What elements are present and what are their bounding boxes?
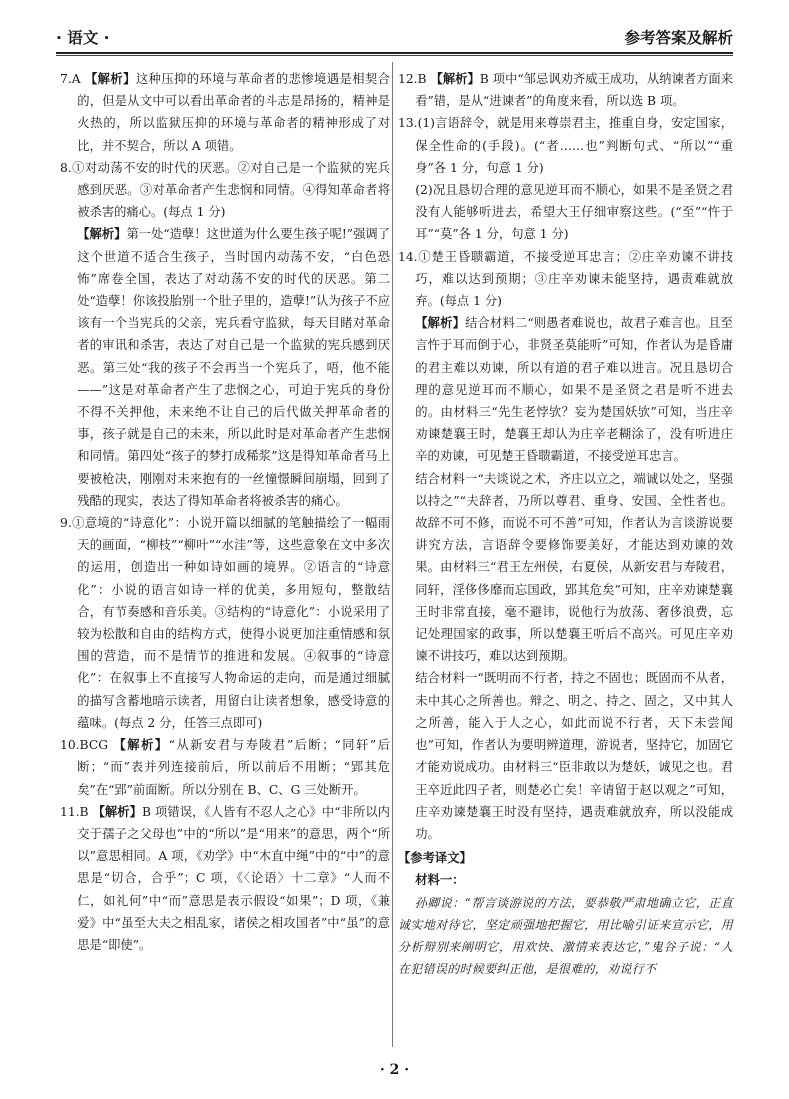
answer-10: 10.BCG 【解析】“从新安君与寿陵君”后断；“同轩”后断；“而”表并列连接前后，所以前后不用断；“郢其危矣”在“郢”前面断。所以分别在 B、C、G 三处断开。 <box>60 738 390 797</box>
answer-14: 14.①楚王昏聩霸道，不接受逆耳忠言；②庄辛劝谏不讲技巧，难以达到预期；③庄辛劝谏未能坚持，遇责难就放弃。(每点 1 分) <box>398 249 733 309</box>
answer-7: 7.A 【解析】这种压抑的环境与革命者的悲惨境遇是相契合的，但是从文中可以看出革命者的斗志是昂扬的，精神是火热的，所以监狱压抑的环境与革命者的精神形成了对比，并不契合，所以 A 项错。 <box>60 72 390 153</box>
header-title: 参考答案及解析 <box>624 29 733 47</box>
answer-13-2: (2)况且恳切合理的意见逆耳而不顺心，如果不是圣贤之君没有人能够听进去，希望大王仔细审察这些。(“至”“忤于耳”“莫”各 1 分，句意 1 分) <box>415 183 733 242</box>
answer-8: 8.①对动荡不安的时代的厌恶。②对自己是一个监狱的宪兵感到厌恶。③对革命者产生悲悯和同情。④得知革命者将被杀害的痛心。(每点 1 分) <box>60 160 390 220</box>
answer-8-analysis: 【解析】第一处“造孽！这世道为什么要生孩子呢!”强调了这个世道不适合生孩子，当时国内动荡不安，“白色恐怖”席卷全国，表达了对动荡不安的时代的厌恶。第二处“造孽！你该投胎别一个肚子里的，造孽!”认为孩子不应该有一个当宪兵的父亲，宪兵看守监狱，每天目睹对革命者的审讯和杀害，表达了对自己是一个监狱的宪兵感到厌恶。第三处“我的孩子不会再当一个宪兵了，唔，他不能——”这是对革命者产生了悲悯之心，可迫于宪兵的身份不得不关押他，未来绝不让自己的后代做关押革命者的事，孩子就是自己的未来，所以此时是对革命者产生悲悯和同情。第四处“孩子的梦打成稀浆”这是得知革命者马上要被枪决，刚刚对未来抱有的一丝憧憬瞬间崩塌，回到了残酷的现实，表达了得知革命者将被杀害的痛心。 <box>77 227 390 508</box>
left-column <box>60 68 390 956</box>
answer-14-analysis-3: 结合材料一“既明而不行者，持之不固也；既固而不从者，未中其心之所善也。辩之、明之、持之、固之，又中其人之所善，能入于人之心，如此而说不行者，天下未尝闻也”可知，作者认为要明辨道理，游说者，坚持它，加固它才能劝说成功。由材料三“臣非敢以为楚妖，诚见之也。君王卒近此四子者，则楚必亡矣！辛请留于赵以观之”可知，庄辛劝谏楚襄王时没有坚持，遇责难就放弃，所以没能成功。 <box>415 671 733 841</box>
right-column <box>398 68 733 980</box>
page-number: · 2 · <box>379 1062 410 1078</box>
column-divider <box>392 62 393 1047</box>
page-header <box>56 18 733 54</box>
header-subject: · 语文 · <box>56 29 110 47</box>
reference-translation-head: 【参考译文】 <box>398 851 472 866</box>
answer-9: 9.①意境的“诗意化”：小说开篇以细腻的笔触描绘了一幅雨天的画面，“柳枝”“柳叶”“水洼”等，这些意象在文中多次的运用，创造出一种如诗如画的境界。②语言的“诗意化”：小说的语言如诗一样的优美，多用短句，整散结合，有节奏感和音乐美。③结构的“诗意化”：小说采用了较为松散和自由的结构方式，使得小说更加注重情感和氛围的营造，而不是情节的推进和发展。④叙事的“诗意化”：在叙事上不直接写人物命运的走向，而是通过细腻的描写含蓄地暗示读者，用留白让读者想象，感受诗意的蕴味。(每点 2 分，任答三点即可) <box>60 516 390 730</box>
answer-12: 12.B 【解析】B 项中“邹忌讽劝齐威王成功，从纳谏者方面来看”错，是从“进谏者”的角度来看，所以选 B 项。 <box>398 72 733 109</box>
header-rule <box>56 55 733 56</box>
reference-translation-text: 孙卿说：“帮言谈游说的方法，要恭敬严肃地确立它，正直诚实地对待它，坚定顽强地把握它，用比喻引证来宣示它，用分析辩别来阐明它，用欢快、激情来表达它，”鬼谷子说：“人在犯错误的时候要纠正他，是很难的，劝说行不 <box>398 895 733 977</box>
answer-14-analysis-1: 【解析】结合材料二“则愚者难说也，故君子难言也。且至言忤于耳而倒于心，非贤圣莫能听”可知，作者认为是昏庸的君主难以劝谏，所以有道的君子难以进言。况且恳切合理的意见逆耳而不顺心，如果不是圣贤之君是听不进去的。由材料三“先生老悖欤？妄为楚国妖欤”可知，当庄辛劝谏楚襄王时，楚襄王却认为庄辛老糊涂了，没有听进庄辛的劝谏，可见楚王昏聩霸道，不接受逆耳忠言。 <box>415 316 733 464</box>
material-one-label: 材料一： <box>415 873 465 888</box>
answer-11: 11.B 【解析】B 项错误，《人皆有不忍人之心》中“非所以内交于孺子之父母也”中的“所以”是“用来”的意思，两个“所以”意思相同。A 项，《劝学》中“木直中绳”中的“中”的意思是“切合，合乎”；C 项，《〈论语〉十二章》“人而不仁，如礼何”中“而”意思是表示假设“如果”；D 项，《兼爱》中“虽至大夫之相乱家，诸侯之相攻国者”中“虽”的意思是“即使”。 <box>60 804 390 952</box>
answer-13-1: 13.(1)言语辞令，就是用来尊崇君主，推重自身，安定国家，保全性命的(手段)。(“者……也”判断句式、“所以”“重身”各 1 分，句意 1 分) <box>398 116 733 175</box>
answer-14-analysis-2: 结合材料一“夫谈说之术，齐庄以立之，端诚以处之，坚强以持之”“夫辞者，乃所以尊君、重身、安国、全性者也。故辞不可不修，而说不可不善”可知，作者认为言谈游说要讲究方法，言语辞令要修饰要美好，才能达到劝谏的效果。由材料三“君王左州侯，右夏侯，从新安君与寿陵君，同轩，淫侈侈靡而忘国政，郢其危矣”可知，庄辛劝谏楚襄王时非常直接，毫不避讳，说他行为放荡、奢侈浪费，忘记处理国家的政事，所以楚襄王听后不高兴。可见庄辛劝谏不讲技巧，难以达到预期。 <box>415 471 733 664</box>
